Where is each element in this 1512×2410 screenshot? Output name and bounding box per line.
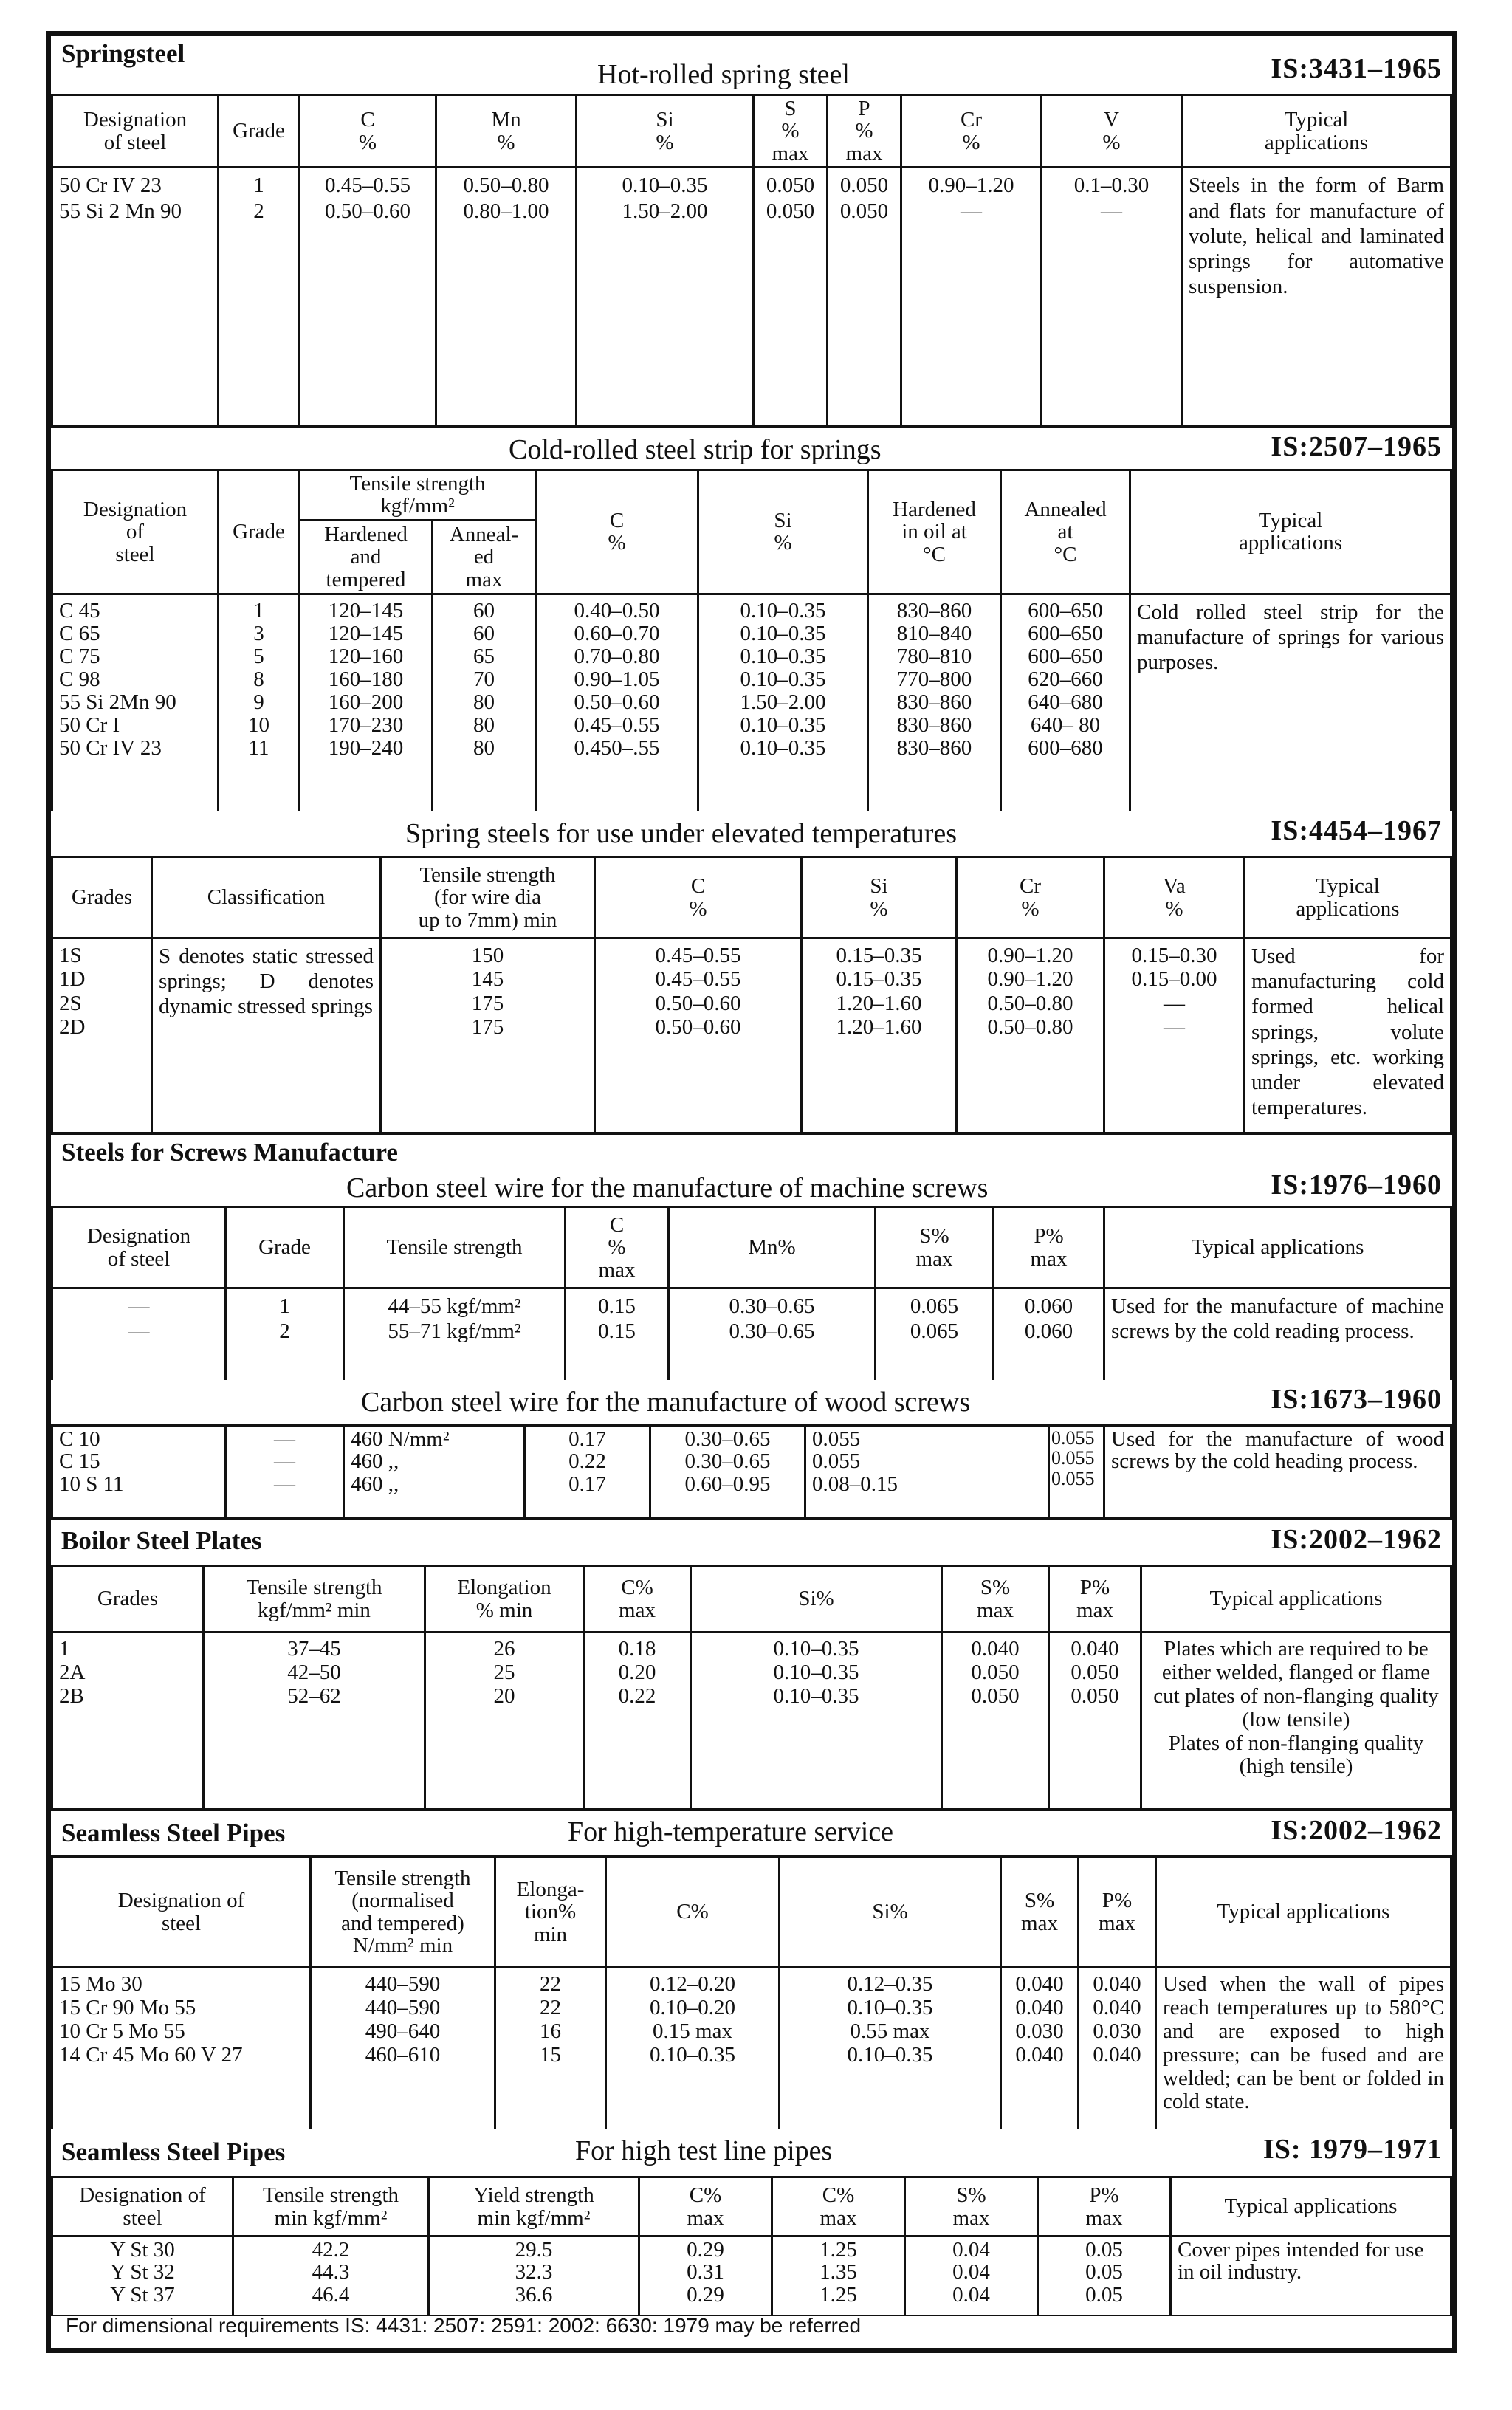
cell-s: 0.065 0.065 — [876, 1288, 994, 1381]
col-si: Si % — [577, 95, 754, 168]
hot-rolled-subtitle: Hot-rolled spring steel — [597, 59, 850, 90]
table-header-row — [52, 470, 1451, 521]
cell-tensile-strength: 150 145 175 175 — [381, 938, 595, 1133]
cell-applications: Used for manufacturing cold formed helical springs, volute springs, etc. working under elevated temperatures. — [1245, 938, 1451, 1133]
col-si: Si % — [802, 857, 957, 938]
col-elongation: Elonga- tion% min — [495, 1857, 606, 1968]
col-designation: Designation of steel — [52, 1857, 311, 1968]
table-header-row — [52, 95, 1451, 168]
col-c: C% max — [584, 1566, 691, 1633]
cell-si: 0.15–0.35 0.15–0.35 1.20–1.60 1.20–1.60 — [802, 938, 957, 1133]
col-applications: Typical applications — [1130, 470, 1451, 594]
cell-designation: Y St 30 Y St 32 Y St 37 — [52, 2236, 233, 2316]
section-title-screws: Steels for Screws Manufacture — [61, 1138, 398, 1167]
table-row — [52, 1288, 1451, 1381]
wood-screws-table-band — [51, 1424, 1452, 1520]
col-mn: Mn % — [436, 95, 577, 168]
col-applications: Typical applications — [1141, 1566, 1451, 1633]
cell-applications: Steels in the form of Barm and flats for manufacture of volute, helical and laminated springs for automative suspension. — [1182, 168, 1451, 425]
cell-applications: Cover pipes intended for use in oil industry. — [1171, 2236, 1451, 2316]
elevated-table-band — [51, 856, 1452, 1132]
col-si: Si % — [698, 470, 868, 594]
cell-designation: — — — [52, 1288, 226, 1381]
cell-mn: 0.30–0.65 0.30–0.65 — [669, 1288, 876, 1381]
table-header-row — [52, 1207, 1451, 1288]
col-s: S % max — [754, 95, 828, 168]
table-header-row — [52, 1857, 1451, 1968]
pipes-line-subtitle: For high test line pipes — [575, 2135, 833, 2166]
col-mn: Mn% — [669, 1207, 876, 1288]
cell-designation: 15 Mo 30 15 Cr 90 Mo 55 10 Cr 5 Mo 55 14 Cr 45 Mo 60 V 27 — [52, 1968, 311, 2129]
col-cr: Cr % — [901, 95, 1042, 168]
col-s: S% max — [1001, 1857, 1079, 1968]
cell-applications: Used when the wall of pipes reach temperatures up to 580°C and are exposed to high pressure; can be fused and are welded; can be bent or folded in cold state. — [1156, 1968, 1451, 2129]
col-applications: Typical applications — [1245, 857, 1451, 938]
cell-designation: 50 Cr IV 23 55 Si 2 Mn 90 — [52, 168, 219, 425]
col-tensile-strength: Tensile strength (for wire dia up to 7mm) min — [381, 857, 595, 938]
cell-tensile-strength: 460 N/mm² 460 ,, 460 ,, — [344, 1426, 525, 1519]
col-annealed-max: Anneal- ed max — [433, 520, 536, 594]
table-row — [52, 2236, 1451, 2316]
col-designation: Designation of steel — [52, 95, 219, 168]
col-c: C% — [606, 1857, 780, 1968]
col-applications: Typical applications — [1182, 95, 1451, 168]
col-yield-strength: Yield strength min kgf/mm² — [429, 2177, 639, 2236]
cell-s: 0.055 0.055 0.08–0.15 — [805, 1426, 1049, 1519]
table-row — [52, 168, 1451, 425]
cell-c: 0.15 0.15 — [566, 1288, 669, 1381]
pipes-line-table-band — [51, 2176, 1452, 2316]
col-cr: Cr % — [957, 857, 1104, 938]
section-title-springsteel: Springsteel — [61, 39, 185, 68]
cell-tensile-strength: 44–55 kgf/mm² 55–71 kgf/mm² — [344, 1288, 566, 1381]
cell-annealed-at: 600–650 600–650 600–650 620–660 640–680 640– 80 600–680 — [1001, 594, 1130, 811]
machine-screws-standard: IS:1976–1960 — [1271, 1170, 1442, 1201]
col-applications: Typical applications — [1156, 1857, 1451, 1968]
cold-rolled-table-band — [51, 469, 1452, 811]
hot-rolled-table-band — [51, 94, 1452, 425]
machine-screws-table-band — [51, 1206, 1452, 1380]
col-hardened-tempered: Hardened and tempered — [300, 520, 433, 594]
boiler-header — [51, 1520, 1452, 1565]
col-c: C % — [536, 470, 698, 594]
cell-tensile-strength: 440–590 440–590 490–640 460–610 — [311, 1968, 495, 2129]
cell-p: 0.060 0.060 — [994, 1288, 1104, 1381]
col-tensile-strength: Tensile strength kgf/mm² min — [204, 1566, 425, 1633]
wood-screws-header — [51, 1380, 1452, 1424]
elevated-standard: IS:4454–1967 — [1271, 815, 1442, 846]
wood-screws-standard: IS:1673–1960 — [1271, 1384, 1442, 1415]
col-designation: Designation of steel — [52, 2177, 233, 2236]
hot-rolled-table — [51, 94, 1452, 425]
col-si: Si% — [780, 1857, 1001, 1968]
cell-tensile-strength: 42.2 44.3 46.4 — [233, 2236, 429, 2316]
table-header-row — [52, 2177, 1451, 2236]
cell-p: 0.05 0.05 0.05 — [1038, 2236, 1171, 2316]
cell-p: 0.040 0.040 0.030 0.040 — [1079, 1968, 1156, 2129]
elevated-header — [51, 811, 1452, 856]
table-row — [52, 938, 1451, 1133]
cell-grade: 1 2 — [226, 1288, 344, 1381]
pipes-ht-standard: IS:2002–1962 — [1271, 1815, 1442, 1846]
col-p: P% max — [1079, 1857, 1156, 1968]
pipes-line-header — [51, 2129, 1452, 2176]
col-designation: Designation of steel — [52, 1207, 226, 1288]
cell-applications: Used for the manufacture of machine screws by the cold reading process. — [1104, 1288, 1451, 1381]
col-grade: Grade — [219, 470, 300, 594]
cell-va: 0.15–0.30 0.15–0.00 — — — [1104, 938, 1245, 1133]
cell-si: 0.10–0.35 0.10–0.35 0.10–0.35 0.10–0.35 1.50–2.00 0.10–0.35 0.10–0.35 — [698, 594, 868, 811]
cell-yield-strength: 29.5 32.3 36.6 — [429, 2236, 639, 2316]
cell-hardened: 120–145 120–145 120–160 160–180 160–200 170–230 190–240 — [300, 594, 433, 811]
cell-mn: 0.30–0.65 0.30–0.65 0.60–0.95 — [650, 1426, 805, 1519]
col-applications: Typical applications — [1171, 2177, 1451, 2236]
footnote: For dimensional requirements IS: 4431: 2507: 2591: 2002: 6630: 1979 may be referred — [66, 2314, 862, 2337]
table-header-row — [52, 857, 1451, 938]
cell-applications: Plates which are required to be either welded, flanged or flame cut plates of non-flanging quality (low tensile) Plates of non-flanging quality (high tensile) — [1141, 1633, 1451, 1809]
col-p: P% max — [1049, 1566, 1141, 1633]
cell-si: 0.10–0.35 1.50–2.00 — [577, 168, 754, 425]
cell-p: 0.040 0.050 0.050 — [1049, 1633, 1141, 1809]
col-designation: Designation of steel — [52, 470, 219, 594]
cell-c: 0.40–0.50 0.60–0.70 0.70–0.80 0.90–1.05 0.50–0.60 0.45–0.55 0.450–.55 — [536, 594, 698, 811]
col-hardened-in-oil: Hardened in oil at °C — [868, 470, 1001, 594]
col-grades: Grades — [52, 1566, 204, 1633]
cell-annealed-max: 60 60 65 70 80 80 80 — [433, 594, 536, 811]
boiler-table — [51, 1565, 1452, 1808]
col-c-2: C% max — [772, 2177, 905, 2236]
table-header-row — [52, 1566, 1451, 1633]
pipes-ht-header — [51, 1808, 1452, 1855]
col-annealed-at: Annealed at °C — [1001, 470, 1130, 594]
pipes-line-standard: IS: 1979–1971 — [1262, 2134, 1442, 2165]
cell-s: 0.04 0.04 0.04 — [905, 2236, 1038, 2316]
machine-screws-subtitle: Carbon steel wire for the manufacture of machine screws — [346, 1173, 989, 1204]
col-elongation: Elongation % min — [425, 1566, 584, 1633]
cold-rolled-header — [51, 425, 1452, 469]
wood-screws-table — [51, 1424, 1452, 1520]
cell-si: 0.10–0.35 0.10–0.35 0.10–0.35 — [691, 1633, 942, 1809]
boiler-standard: IS:2002–1962 — [1271, 1524, 1442, 1555]
col-s: S% max — [942, 1566, 1049, 1633]
cell-c: 0.45–0.55 0.50–0.60 — [300, 168, 436, 425]
cell-cr: 0.90–1.20 — — [901, 168, 1042, 425]
table-row — [52, 1633, 1451, 1809]
cell-s: 0.040 0.050 0.050 — [942, 1633, 1049, 1809]
cold-rolled-table — [51, 469, 1452, 811]
cell-c: 0.29 0.31 0.29 — [639, 2236, 772, 2316]
col-si: Si% — [691, 1566, 942, 1633]
cell-grades: 1S 1D 2S 2D — [52, 938, 152, 1133]
cell-hardened-in-oil: 830–860 810–840 780–810 770–800 830–860 830–860 830–860 — [868, 594, 1001, 811]
elevated-subtitle: Spring steels for use under elevated temperatures — [405, 818, 958, 849]
hot-rolled-standard: IS:3431–1965 — [1271, 53, 1442, 84]
col-s: S% max — [876, 1207, 994, 1288]
machine-screws-header — [51, 1132, 1452, 1206]
table-row — [52, 1426, 1451, 1519]
col-c: C % — [300, 95, 436, 168]
cell-c: 0.18 0.20 0.22 — [584, 1633, 691, 1809]
col-tensile-strength: Tensile strength — [344, 1207, 566, 1288]
col-va: Va % — [1104, 857, 1245, 938]
col-grades: Grades — [52, 857, 152, 938]
col-p: P % max — [828, 95, 901, 168]
cell-designation: C 45 C 65 C 75 C 98 55 Si 2Mn 90 50 Cr I 50 Cr IV 23 — [52, 594, 219, 811]
cell-grade: — — — — [226, 1426, 344, 1519]
cell-c: 0.12–0.20 0.10–0.20 0.15 max 0.10–0.35 — [606, 1968, 780, 2129]
elevated-table — [51, 856, 1452, 1132]
section-title-pipes-line: Seamless Steel Pipes — [61, 2138, 286, 2166]
cell-designation: C 10 C 15 10 S 11 — [52, 1426, 226, 1519]
cell-cr: 0.90–1.20 0.90–1.20 0.50–0.80 0.50–0.80 — [957, 938, 1104, 1133]
col-applications: Typical applications — [1104, 1207, 1451, 1288]
col-tensile-strength: Tensile strength min kgf/mm² — [233, 2177, 429, 2236]
col-c: C % — [595, 857, 802, 938]
pipes-ht-table-band — [51, 1855, 1452, 2129]
col-p: P% max — [1038, 2177, 1171, 2236]
col-classification: Classification — [152, 857, 381, 938]
pipes-ht-subtitle: For high-temperature service — [568, 1816, 894, 1847]
cell-grade: 1 2 — [219, 168, 300, 425]
cell-si: 0.12–0.35 0.10–0.35 0.55 max 0.10–0.35 — [780, 1968, 1001, 2129]
section-title-boiler: Boilor Steel Plates — [61, 1526, 262, 1555]
col-tensile-strength: Tensile strength kgf/mm² — [300, 470, 536, 521]
section-title-pipes-ht: Seamless Steel Pipes — [61, 1819, 286, 1847]
cold-rolled-subtitle: Cold-rolled steel strip for springs — [509, 434, 882, 465]
cell-c-2: 1.25 1.35 1.25 — [772, 2236, 905, 2316]
cell-elongation: 22 22 16 15 — [495, 1968, 606, 2129]
wood-screws-subtitle: Carbon steel wire for the manufacture of wood screws — [361, 1387, 971, 1418]
col-grade: Grade — [226, 1207, 344, 1288]
cell-applications: Used for the manufacture of wood screws by the cold heading process. — [1104, 1426, 1451, 1519]
cell-s: 0.040 0.040 0.030 0.040 — [1001, 1968, 1079, 2129]
cell-p: 0.055 0.055 0.055 — [1049, 1426, 1104, 1519]
col-grade: Grade — [219, 95, 300, 168]
cell-tensile-strength: 37–45 42–50 52–62 — [204, 1633, 425, 1809]
cell-grades: 1 2A 2B — [52, 1633, 204, 1809]
cold-rolled-standard: IS:2507–1965 — [1271, 431, 1442, 462]
col-c: C % max — [566, 1207, 669, 1288]
col-tensile-strength: Tensile strength (normalised and tempered) N/mm² min — [311, 1857, 495, 1968]
boiler-table-band — [51, 1565, 1452, 1808]
table-row — [52, 1968, 1451, 2129]
cell-applications: Cold rolled steel strip for the manufacture of springs for various purposes. — [1130, 594, 1451, 811]
cell-p: 0.050 0.050 — [828, 168, 901, 425]
cell-c: 0.17 0.22 0.17 — [525, 1426, 650, 1519]
table-row — [52, 594, 1451, 811]
cell-v: 0.1–0.30 — — [1042, 168, 1182, 425]
col-c: C% max — [639, 2177, 772, 2236]
col-v: V % — [1042, 95, 1182, 168]
pipes-ht-table — [51, 1855, 1452, 2129]
machine-screws-table — [51, 1206, 1452, 1380]
cell-s: 0.050 0.050 — [754, 168, 828, 425]
cell-classification: S denotes static stressed springs; D denotes dynamic stressed springs — [152, 938, 381, 1133]
cell-mn: 0.50–0.80 0.80–1.00 — [436, 168, 577, 425]
hot-rolled-header — [51, 36, 1452, 94]
cell-c: 0.45–0.55 0.45–0.55 0.50–0.60 0.50–0.60 — [595, 938, 802, 1133]
steel-spec-sheet — [46, 31, 1457, 2353]
col-p: P% max — [994, 1207, 1104, 1288]
col-s: S% max — [905, 2177, 1038, 2236]
pipes-line-table — [51, 2176, 1452, 2316]
cell-elongation: 26 25 20 — [425, 1633, 584, 1809]
cell-grade: 1 3 5 8 9 10 11 — [219, 594, 300, 811]
